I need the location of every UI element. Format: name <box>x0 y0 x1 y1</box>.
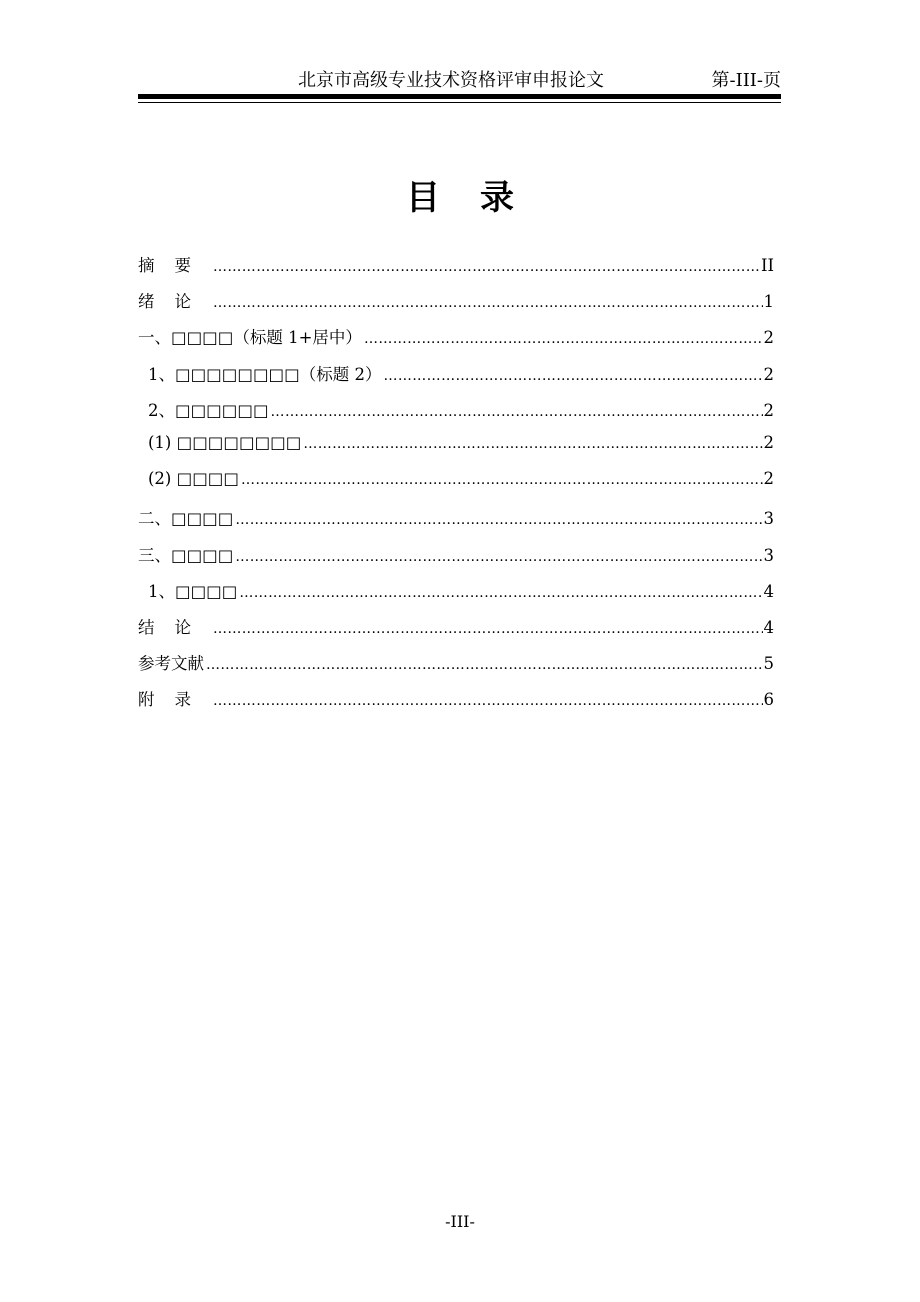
toc-entry-label: (1) □□□□□□□□ <box>148 432 302 452</box>
toc-entry-section-1-1[interactable] <box>138 361 774 397</box>
toc-entry-section-1-2[interactable] <box>138 397 774 433</box>
toc-entry-page: 2 <box>763 364 774 384</box>
toc-entry-page: 3 <box>763 545 774 565</box>
toc-entry-label: 2、□□□□□□ <box>148 400 269 420</box>
toc-entry-page: 1 <box>763 292 774 312</box>
toc-entry-chapter-2[interactable] <box>138 505 774 541</box>
toc-leader-dots <box>213 295 763 311</box>
toc-entry-page: 5 <box>763 654 774 674</box>
toc-entry-label: (2) □□□□ <box>148 469 239 489</box>
toc-entry-abstract[interactable] <box>138 252 774 288</box>
toc-entry-label: 二、□□□□ <box>138 509 234 529</box>
toc-leader-dots <box>213 259 760 275</box>
toc-entry-page: 3 <box>763 509 774 529</box>
toc-title: 目录 <box>406 178 554 218</box>
toc-entry-page: 2 <box>763 400 774 420</box>
toc-leader-dots <box>383 368 762 384</box>
toc-entry-subsection-2[interactable] <box>138 469 774 505</box>
toc-leader-dots <box>303 436 762 452</box>
toc-entry-appendix[interactable] <box>138 686 774 722</box>
toc-entry-label: 参考文献 <box>138 654 204 674</box>
toc-entry-page: 4 <box>763 581 774 601</box>
toc-entry-page: 2 <box>763 328 774 348</box>
toc-entry-chapter-1[interactable] <box>138 324 774 360</box>
toc-leader-dots <box>364 331 763 347</box>
toc-entry-subsection-1[interactable] <box>138 433 774 469</box>
toc-entry-label: 结论 <box>138 617 211 637</box>
toc-entry-label: 1、□□□□□□□□（标题 2） <box>148 364 382 384</box>
toc-leader-dots <box>213 621 763 637</box>
toc-leader-dots <box>235 512 762 528</box>
toc-leader-dots <box>271 404 763 420</box>
toc-entry-label: 附录 <box>138 690 211 710</box>
toc-entry-chapter-3[interactable] <box>138 542 774 578</box>
toc-entry-label: 1、□□□□ <box>148 581 238 601</box>
toc-entry-page: II <box>760 256 774 275</box>
toc-entry-label: 绪论 <box>138 292 211 312</box>
toc-leader-dots <box>206 657 763 673</box>
header-rule-thick <box>138 94 781 99</box>
toc-entry-section-3-1[interactable] <box>138 578 774 614</box>
header-rule-thin <box>138 102 781 103</box>
toc-entry-label: 摘要 <box>138 256 211 275</box>
toc-entry-page: 2 <box>763 432 774 452</box>
toc-entry-introduction[interactable] <box>138 288 774 324</box>
toc-entry-label: 三、□□□□ <box>138 545 234 565</box>
toc-entry-references[interactable] <box>138 650 774 686</box>
toc-leader-dots <box>213 693 763 709</box>
toc-entry-conclusion[interactable] <box>138 614 774 650</box>
header-page-number: 第-III-页 <box>711 70 781 91</box>
header-title: 北京市高级专业技术资格评审申报论文 <box>298 70 604 91</box>
toc-leader-dots <box>239 585 762 601</box>
toc-leader-dots <box>241 472 763 488</box>
page-header <box>138 62 781 90</box>
toc-entry-label: 一、□□□□（标题 1+居中） <box>138 328 362 348</box>
toc-entry-page: 4 <box>763 617 774 637</box>
toc-entry-page: 6 <box>763 690 774 710</box>
footer-page-number: -III- <box>445 1212 475 1231</box>
toc-entry-page: 2 <box>763 469 774 489</box>
toc-list <box>138 252 774 722</box>
toc-leader-dots <box>235 549 762 565</box>
